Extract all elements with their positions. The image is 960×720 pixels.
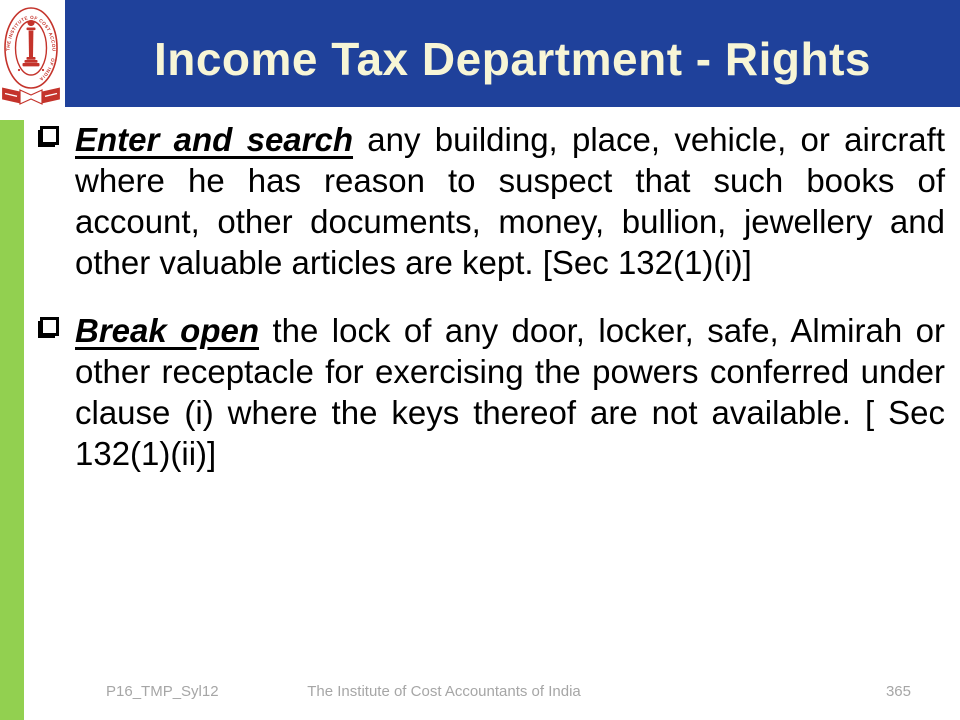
square-bullet-icon [40, 126, 59, 145]
bullet-text: any building, place, vehicle, or aircraft where he has reason to suspect that such books of account, other documents, money, bullion, jewellery and other valuable articles are kept. [Sec 132(1)(i)] [75, 121, 945, 281]
slide-number: 365 [885, 683, 911, 700]
bullet-item-break-open [40, 310, 945, 474]
bullet-lead: Break open [75, 312, 260, 349]
seal-text-bottom: OF INDIA [38, 57, 56, 83]
seal-text-top: THE INSTITUTE OF COST ACCOU [5, 14, 57, 52]
footer-doc-code: P16_TMP_Syl12 [106, 683, 219, 700]
page-title: Income Tax Department - Rights [153, 32, 872, 85]
green-stripe [0, 120, 24, 720]
square-bullet-icon [40, 317, 59, 336]
institute-logo [0, 0, 65, 112]
institute-seal-icon [0, 0, 65, 112]
bullet-lead: Enter and search [75, 121, 354, 158]
ribbon-icon [3, 88, 60, 104]
bullet-list [40, 119, 945, 501]
footer-institute-name: The Institute of Cost Accountants of India [307, 683, 581, 700]
bullet-text: the lock of any door, locker, safe, Almirah or other receptacle for exercising the powers conferred under clause (i) where the keys thereof are not available. [ Sec 132(1)(ii)] [75, 312, 946, 472]
bullet-item-enter-and-search [40, 119, 945, 283]
pillar-icon [18, 20, 44, 71]
header-bar [65, 0, 960, 107]
